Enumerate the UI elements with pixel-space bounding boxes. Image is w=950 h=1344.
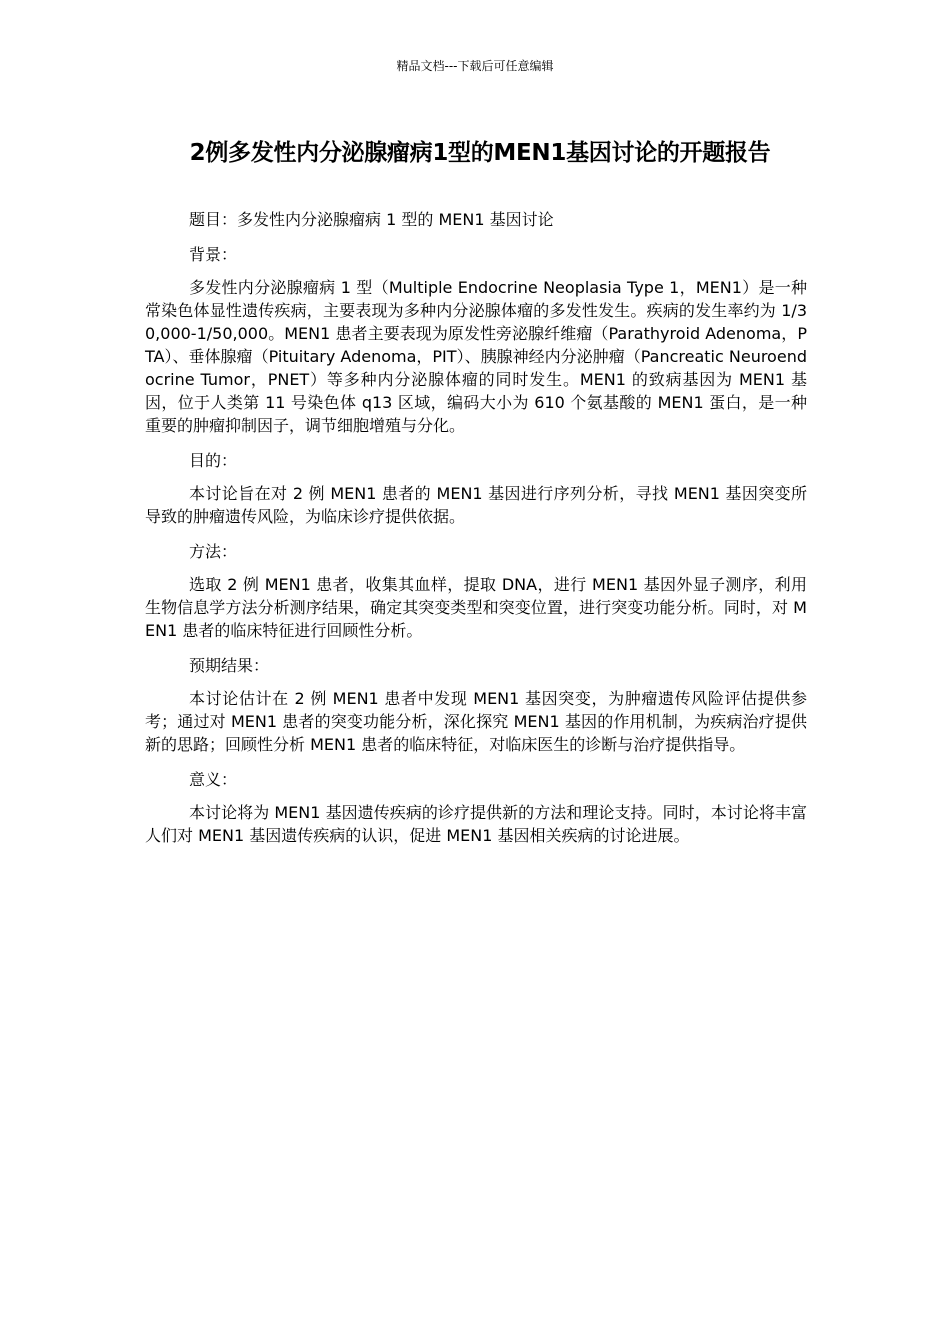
header-note: 精品文档---下载后可任意编辑 — [396, 59, 554, 73]
significance-heading: 意义： — [189, 770, 238, 789]
purpose-paragraph: 本讨论旨在对 2 例 MEN1 患者的 MEN1 基因进行序列分析，寻找 MEN1 基因突变所导致的肿瘤遗传风险，为临床诊疗提供依据。 — [145, 484, 807, 526]
document-title: 2例多发性内分泌腺瘤病1型的MEN1基因讨论的开题报告 — [189, 140, 771, 166]
document-body — [145, 208, 807, 859]
topic-paragraph: 题目：多发性内分泌腺瘤病 1 型的 MEN1 基因讨论 — [189, 210, 554, 229]
purpose-heading: 目的： — [189, 451, 238, 470]
method-paragraph: 选取 2 例 MEN1 患者，收集其血样，提取 DNA，进行 MEN1 基因外显子测序，利用生物信息学方法分析测序结果，确定其突变类型和突变位置，进行突变功能分析。同时，对 MEN1 患者的临床特征进行回顾性分析。 — [145, 575, 807, 640]
background-heading: 背景： — [189, 245, 238, 264]
background-paragraph: 多发性内分泌腺瘤病 1 型（Multiple Endocrine Neoplasia Type 1，MEN1）是一种常染色体显性遗传疾病，主要表现为多种内分泌腺体瘤的多发性发生。疾病的发生率约为 1/30,000-1/50,000。MEN1 患者主要表现为原发性旁泌腺纤维瘤（Parathyroid Adenoma，PTA）、垂体腺瘤（Pituitary Adenoma，PIT）、胰腺神经内分泌肿瘤（Pancreatic Neuroendocrine Tumor，PNET）等多种内分泌腺体瘤的同时发生。MEN1 的致病基因为 MEN1 基因，位于人类第 11 号染色体 q13 区域，编码大小为 610 个氨基酸的 MEN1 蛋白，是一种重要的肿瘤抑制因子，调节细胞增殖与分化。 — [145, 278, 807, 435]
method-heading: 方法： — [189, 542, 238, 561]
expected-results-heading: 预期结果： — [189, 656, 270, 675]
significance-paragraph: 本讨论将为 MEN1 基因遗传疾病的诊疗提供新的方法和理论支持。同时，本讨论将丰富人们对 MEN1 基因遗传疾病的认识，促进 MEN1 基因相关疾病的讨论进展。 — [145, 803, 807, 845]
expected-results-paragraph: 本讨论估计在 2 例 MEN1 患者中发现 MEN1 基因突变，为肿瘤遗传风险评估提供参考；通过对 MEN1 患者的突变功能分析，深化探究 MEN1 基因的作用机制，为疾病治疗提供新的思路；回顾性分析 MEN1 患者的临床特征，对临床医生的诊断与治疗提供指导。 — [145, 689, 807, 754]
